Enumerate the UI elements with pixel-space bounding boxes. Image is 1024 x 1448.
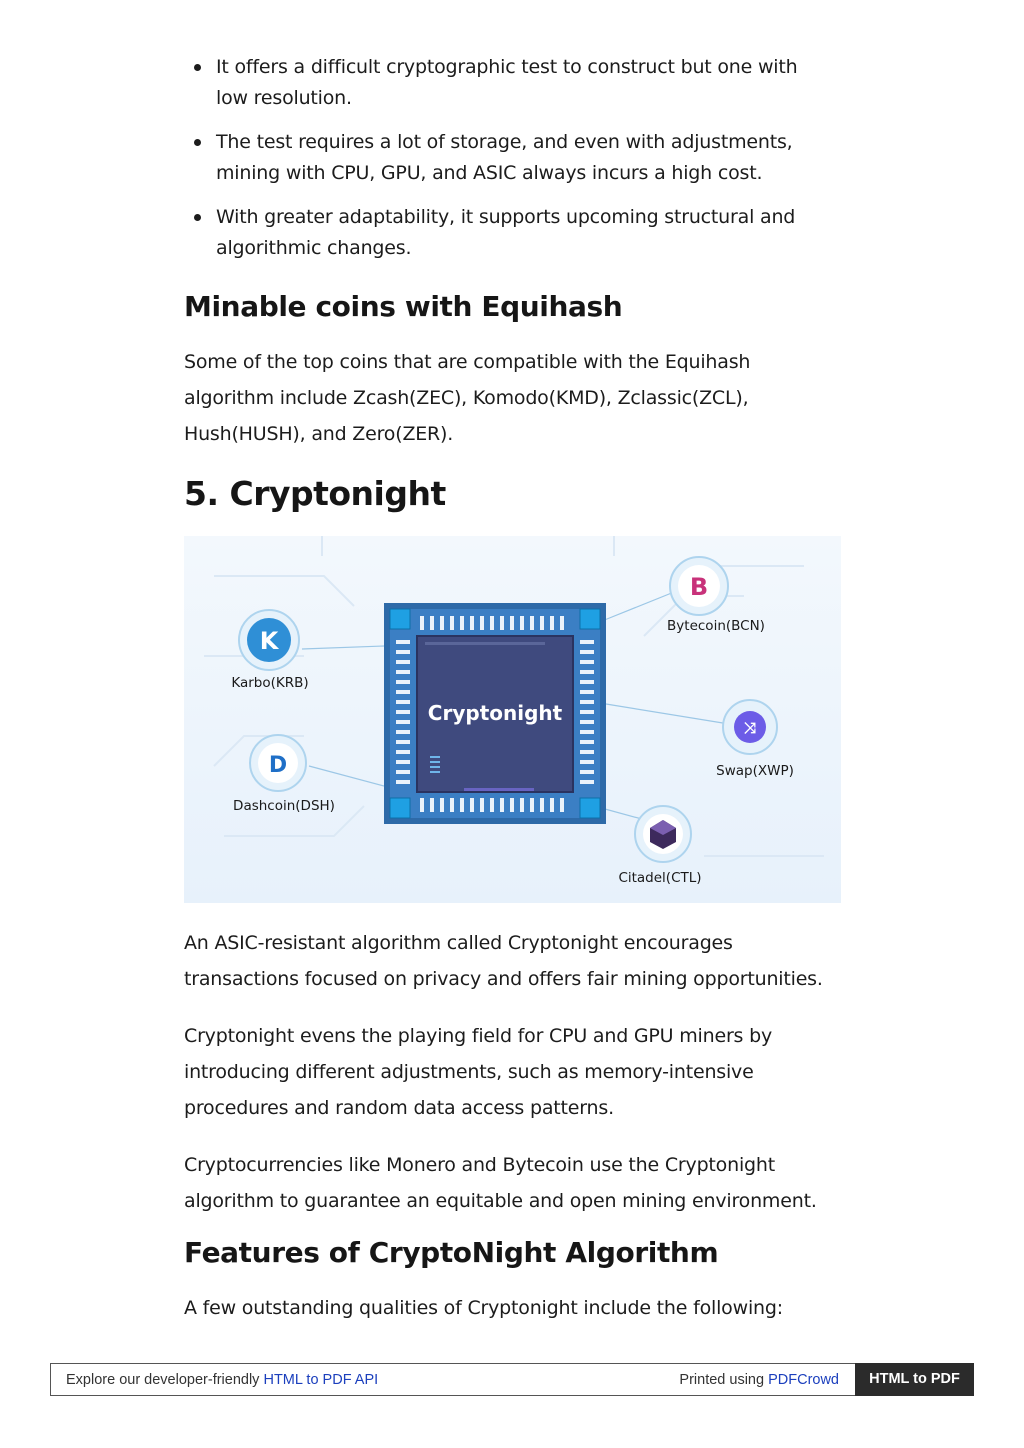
- features-intro: A few outstanding qualities of Cryptonight include the following:: [184, 1297, 783, 1319]
- bullet-item: The test requires a lot of storage, and even with adjustments, mining with CPU, GPU, and ASIC always incurs a high cost.: [184, 127, 834, 189]
- bytecoin-label: Bytecoin(BCN): [667, 618, 765, 634]
- minable-coins-heading: Minable coins with Equihash: [184, 290, 623, 323]
- citadel-icon: [635, 806, 691, 862]
- svg-text:B: B: [689, 573, 709, 601]
- citadel-label: Citadel(CTL): [618, 870, 702, 886]
- cryptonight-paragraph-3: Cryptocurrencies like Monero and Bytecoin use the Cryptonight algorithm to guarantee an equitable and open mining environment.: [184, 1154, 817, 1212]
- bullet-item: With greater adaptability, it supports upcoming structural and algorithmic changes.: [184, 202, 834, 264]
- bytecoin-icon: [670, 557, 728, 615]
- pdfcrowd-link[interactable]: PDFCrowd: [768, 1372, 839, 1388]
- html-to-pdf-api-link[interactable]: HTML to PDF API: [263, 1372, 379, 1388]
- footer-left: Explore our developer-friendly HTML to PDF API: [66, 1372, 379, 1388]
- html-to-pdf-badge[interactable]: HTML to PDF: [855, 1363, 974, 1396]
- chip-label: Cryptonight: [427, 701, 563, 725]
- cryptonight-figure: [184, 536, 841, 903]
- swap-icon: [723, 700, 777, 754]
- swap-label: Swap(XWP): [716, 763, 794, 779]
- cryptonight-paragraph-2: Cryptonight evens the playing field for CPU and GPU miners by introducing different adjustments, such as memory-intensive procedures and random data access patterns.: [184, 1025, 772, 1119]
- bullet-item: It offers a difficult cryptographic test to construct but one with low resolution.: [184, 52, 834, 114]
- svg-text:K: K: [259, 627, 279, 655]
- svg-text:D: D: [268, 753, 288, 778]
- pdfcrowd-footer: [50, 1363, 974, 1396]
- footer-right: Printed using PDFCrowd: [679, 1372, 839, 1388]
- feature-bullet-list: [184, 52, 834, 277]
- dashcoin-icon: [250, 735, 306, 791]
- svg-text:⤨: ⤨: [743, 719, 757, 737]
- karbo-icon: [239, 610, 299, 670]
- cryptonight-paragraph-1: An ASIC-resistant algorithm called Cryptonight encourages transactions focused on privacy and offers fair mining opportunities.: [184, 932, 823, 990]
- dashcoin-label: Dashcoin(DSH): [233, 798, 335, 814]
- cryptonight-heading: 5. Cryptonight: [184, 474, 446, 513]
- karbo-label: Karbo(KRB): [231, 675, 309, 691]
- minable-coins-paragraph: Some of the top coins that are compatible with the Equihash algorithm include Zcash(ZEC), Komodo(KMD), Zclassic(ZCL), Hush(HUSH), and Zero(ZER).: [184, 351, 751, 445]
- features-heading: Features of CryptoNight Algorithm: [184, 1236, 719, 1269]
